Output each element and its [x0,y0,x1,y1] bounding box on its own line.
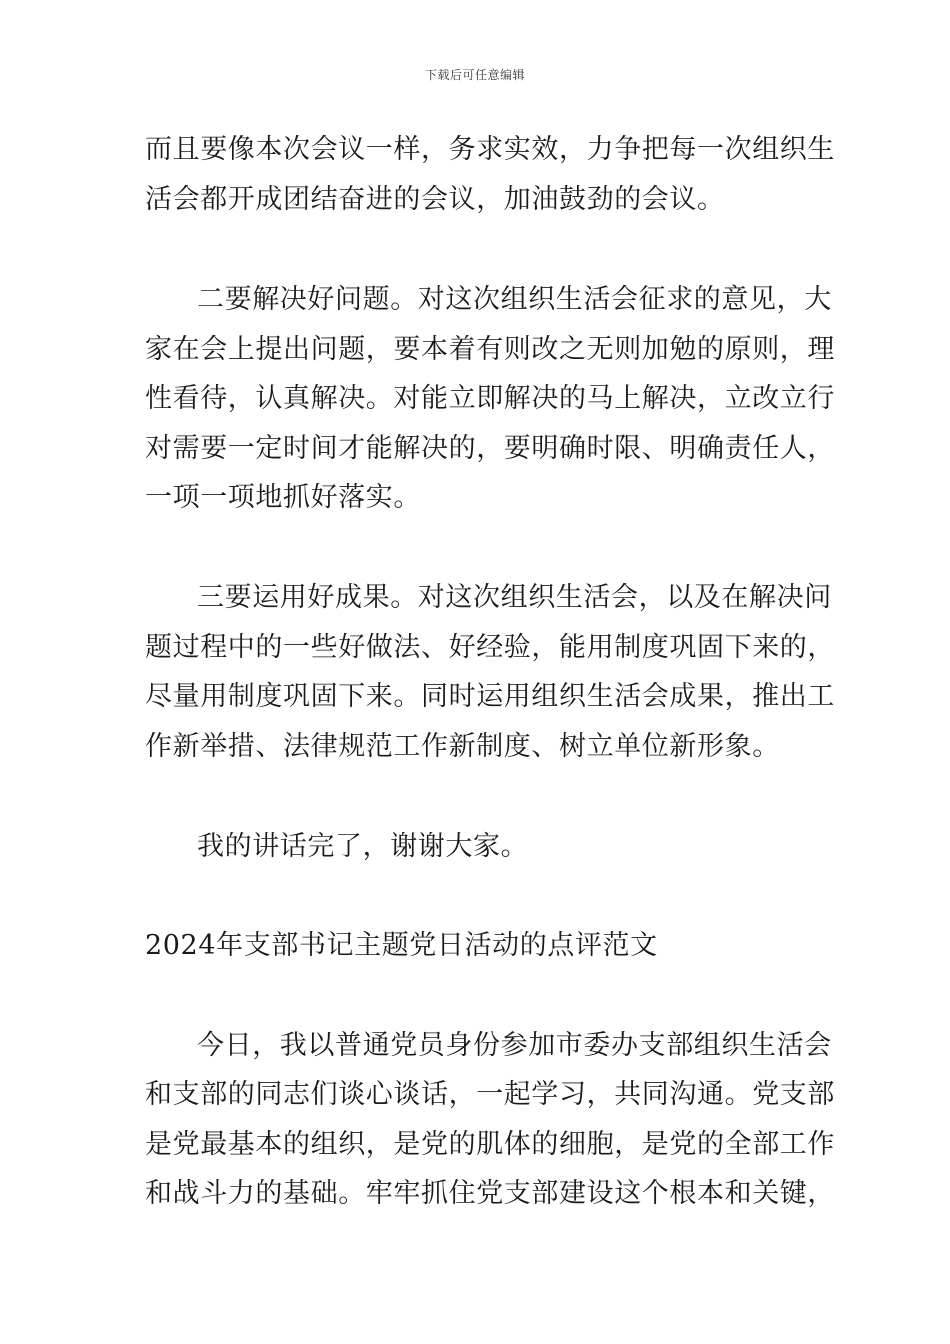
paragraph-line: 是党最基本的组织，是党的肌体的细胞，是党的全部工作 [145,1129,835,1160]
paragraph-line: 家在会上提出问题，要本着有则改之无则加勉的原则，理 [145,334,835,365]
page-header-note: 下载后可任意编辑 [424,68,525,82]
paragraph-line: 活会都开成团结奋进的会议，加油鼓劲的会议。 [145,184,725,215]
paragraph-line: 和战斗力的基础。牢牢抓住党支部建设这个根本和关键， [145,1178,835,1209]
paragraph-line: 二要解决好问题。对这次组织生活会征求的意见，大 [197,284,832,315]
paragraph-line: 今日，我以普通党员身份参加市委办支部组织生活会 [197,1030,832,1061]
paragraph-line: 和支部的同志们谈心谈话，一起学习，共同沟通。党支部 [145,1079,835,1110]
paragraph-line: 性看待，认真解决。对能立即解决的马上解决，立改立行 [145,383,835,414]
paragraph-line: 题过程中的一些好做法、好经验，能用制度巩固下来的， [145,632,835,663]
paragraph-line: 我的讲话完了，谢谢大家。 [197,831,529,862]
paragraph-line: 对需要一定时间才能解决的，要明确时限、明确责任人， [145,433,835,464]
section-title: 2024年支部书记主题党日活动的点评范文 [145,930,658,961]
paragraph-line: 作新举措、法律规范工作新制度、树立单位新形象。 [145,731,780,762]
paragraph-line: 而且要像本次会议一样，务求实效，力争把每一次组织生 [145,134,835,165]
paragraph-line: 尽量用制度巩固下来。同时运用组织生活会成果，推出工 [145,681,835,712]
paragraph-line: 一项一项地抓好落实。 [145,482,421,513]
paragraph-line: 三要运用好成果。对这次组织生活会，以及在解决问 [197,582,832,613]
